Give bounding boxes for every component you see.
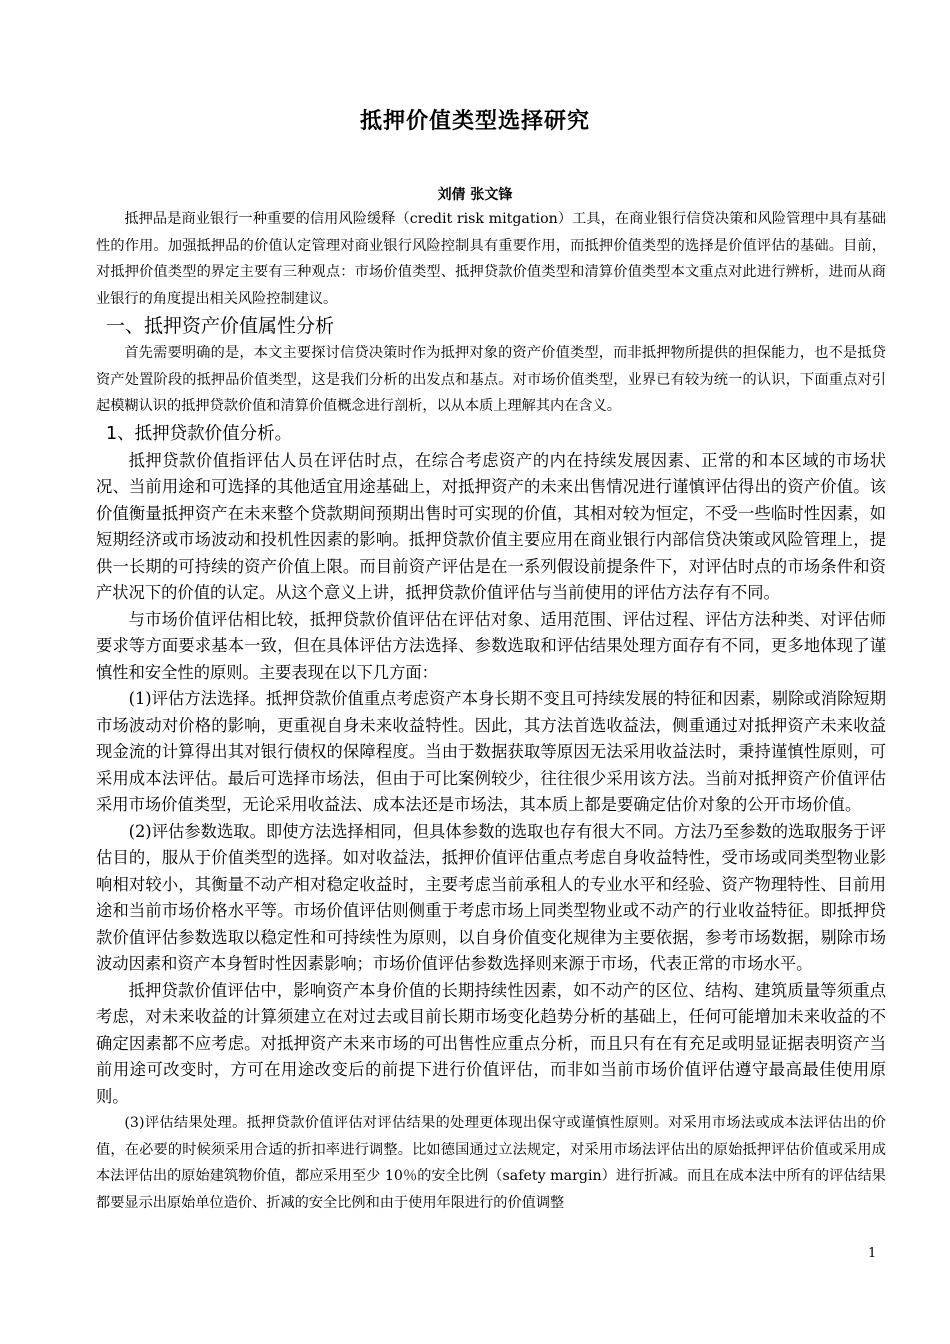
body-paragraph-5: 抵押贷款价值评估中，影响资产本身价值的长期持续性因素，如不动产的区位、结构、建筑质量等须重点考虑，对未来收益的计算须建立在对过去或目前长期市场变化趋势分析的基础上，任何可能增加未来收益的不确定因素都不应考虑。对抵押资产未来市场的可出售性应重点分析，而且只有在有充足或明显证据表明资产当前用途可改变时，方可在用途改变后的前提下进行价值评估，而非如当前市场价值评估遵守最高最佳使用原则。 bbox=[96, 980, 886, 1106]
document-title: 抵押价值类型选择研究 bbox=[359, 109, 590, 134]
body-paragraph-2: 与市场价值评估相比较，抵押贷款价值评估在评估对象、适用范围、评估过程、评估方法种类、对评估师要求等方面要求基本一致，但在具体评估方法选择、参数选取和评估结果处理方面存有不同，更多地体现了谨慎性和安全性的原则。主要表现在以下几方面： bbox=[96, 609, 886, 682]
abstract-paragraph: 抵押品是商业银行一种重要的信用风险缓释（credit risk mitgation）工具，在商业银行信贷决策和风险管理中具有基础性的作用。加强抵押品的价值认定管理对商业银行风险控制具有重要作用，而抵押价值类型的选择是价值评估的基础。目前，对抵押价值类型的界定主要有三种观点：市场价值类型、抵押贷款价值类型和清算价值类型本文重点对此进行辨析，进而从商业银行的角度提出相关风险控制建议。 bbox=[96, 211, 886, 307]
section-heading-1: 一、抵押资产价值属性分析 bbox=[106, 315, 335, 337]
section-intro-paragraph: 首先需要明确的是，本文主要探讨信贷决策时作为抵押对象的资产价值类型，而非抵押物所提供的担保能力，也不是抵贷资产处置阶段的抵押品价值类型，这是我们分析的出发点和基点。对市场价值类型，业界已有较为统一的认识，下面重点对引起模糊认识的抵押贷款价值和清算价值概念进行剖析，以从本质上理解其内在含义。 bbox=[96, 345, 886, 414]
body-paragraph-1: 抵押贷款价值指评估人员在评估时点，在综合考虑资产的内在持续发展因素、正常的和本区域的市场状况、当前用途和可选择的其他适宜用途基础上，对抵押资产的未来出售情况进行谨慎评估得出的资产价值。该价值衡量抵押资产在未来整个贷款期间预期出售时可实现的价值，其相对较为恒定，不受一些临时性因素，如短期经济或市场波动和投机性因素的影响。抵押贷款价值主要应用在商业银行内部信贷决策或风险管理上，提供一长期的可持续的资产价值上限。而目前资产评估是在一系列假设前提条件下，对评估时点的市场条件和资产状况下的价值的认定。从这个意义上讲，抵押贷款价值评估与当前使用的评估方法存有不同。 bbox=[96, 450, 886, 602]
body-paragraph-6: (3)评估结果处理。抵押贷款价值评估对评估结果的处理更体现出保守或谨慎性原则。对采用市场法或成本法评估出的价值，在必要的时候须采用合适的折扣率进行调整。比如德国通过立法规定，对采用市场法评估出的原始抵押评估价值或采用成本法评估出的原始建筑物价值，都应采用至少 10％的安全比例（safety margin）进行折减。而且在成本法中所有的评估结果都要显示出原始单位造价、折减的安全比例和由于使用年限进行的价值调整 bbox=[96, 1115, 886, 1211]
subsection-heading-1: 1、抵押贷款价值分析。 bbox=[106, 423, 293, 444]
document-body bbox=[96, 206, 886, 1216]
document-authors: 刘倩 张文锋 bbox=[437, 187, 513, 203]
body-paragraph-4: (2)评估参数选取。即使方法选择相同，但具体参数的选取也存有很大不同。方法乃至参数的选取服务于评估目的，服从于价值类型的选择。如对收益法，抵押价值评估重点考虑自身收益特性，受市场或同类型物业影响相对较小，其衡量不动产相对稳定收益时，主要考虑当前承租人的专业水平和经验、资产物理特性、目前用途和当前市场价格水平等。市场价值评估则侧重于考虑市场上同类型物业或不动产的行业收益特征。即抵押贷款价值评估参数选取以稳定性和可持续性为原则，以自身价值变化规律为主要依据，参考市场数据，剔除市场波动因素和资产本身暂时性因素影响；市场价值评估参数选择则来源于市场，代表正常的市场水平。 bbox=[96, 821, 886, 973]
body-paragraph-3: (1)评估方法选择。抵押贷款价值重点考虑资产本身长期不变且可持续发展的特征和因素，剔除或消除短期市场波动对价格的影响，更重视自身未来收益特性。因此，其方法首选收益法，侧重通过对抵押资产未来收益现金流的计算得出其对银行债权的保障程度。当由于数据获取等原因无法采用收益法时，秉持谨慎性原则，可采用成本法评估。最后可选择市场法，但由于可比案例较少，往往很少采用该方法。当前对抵押资产价值评估采用市场价值类型，无论采用收益法、成本法还是市场法，其本质上都是要确定估价对象的公开市场价值。 bbox=[96, 689, 886, 814]
page-number: 1 bbox=[868, 1246, 877, 1261]
